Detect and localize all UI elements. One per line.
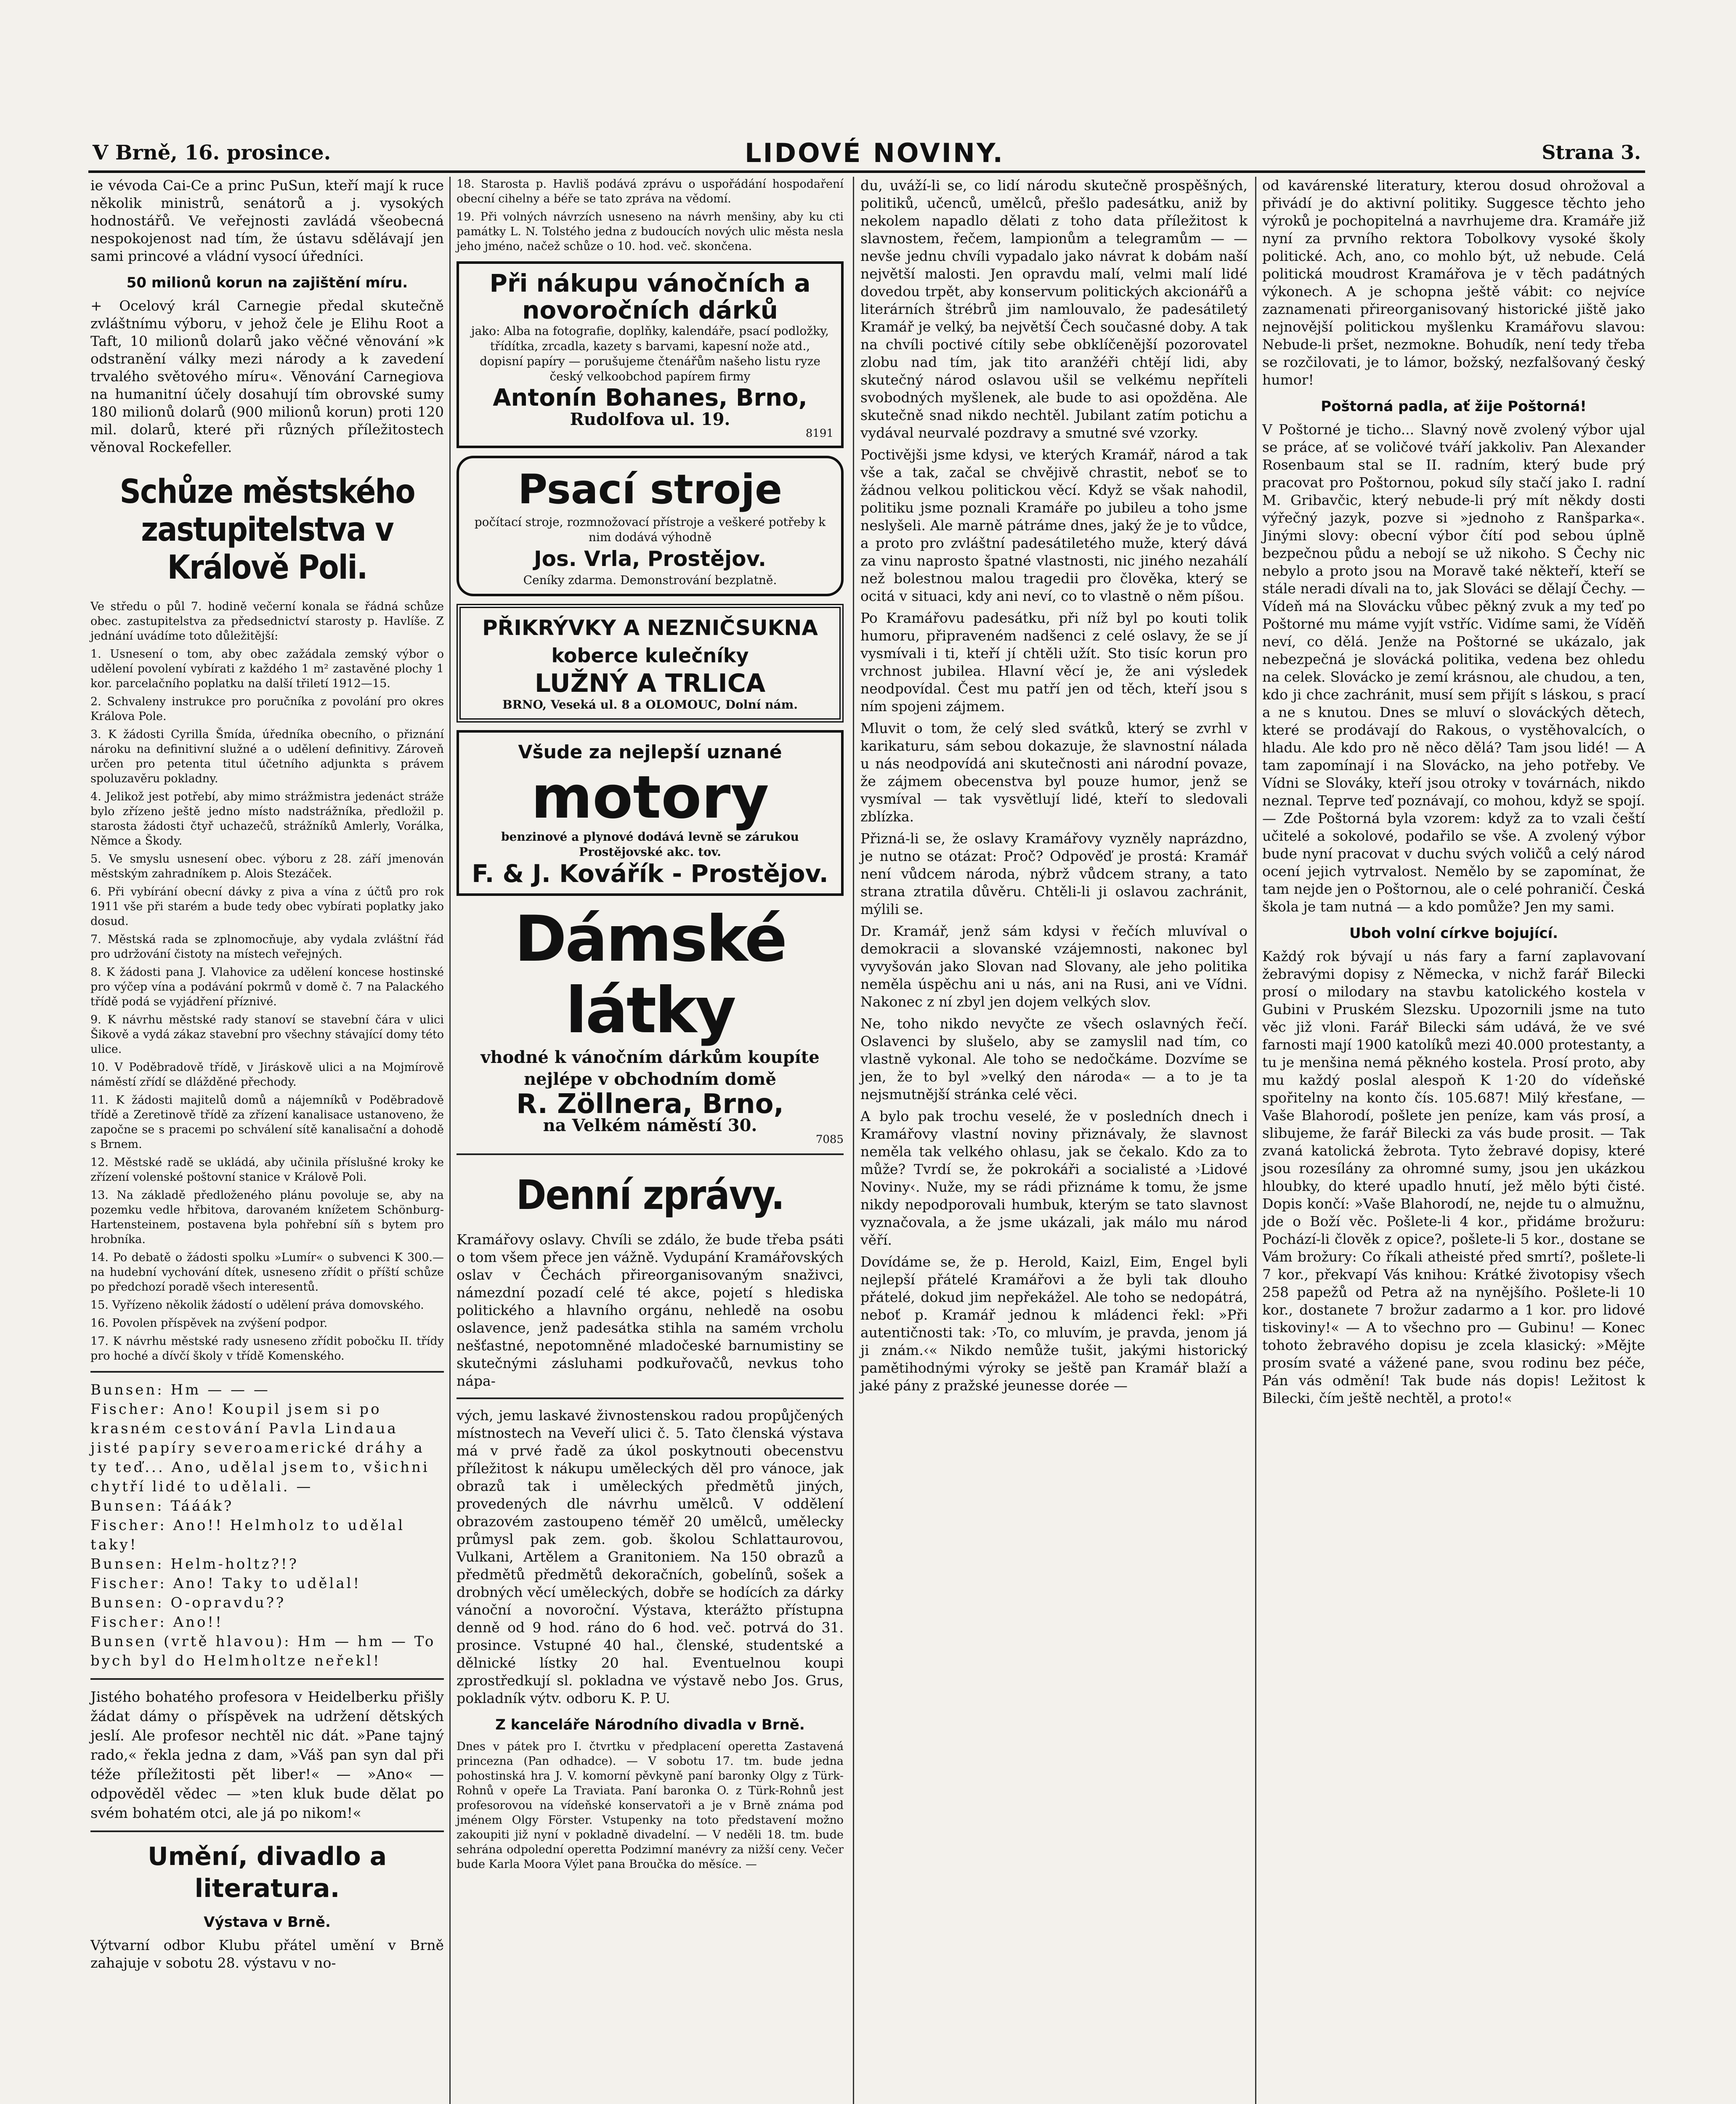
ad-body: benzinové a plynové dodává levně se zárukou Prostějovské akc. tov.	[501, 830, 799, 859]
masthead	[88, 138, 1645, 173]
column-3	[860, 177, 1248, 1399]
exhibition-text: vých, jemu laskavé živnostenskou radou propůjčených místnostech na Veveří ulici č. 5. Tato členská výstava má v prvé řadě za úkol poskytnouti obecenstvu příležitost k nákupu uměleckých děl pro vánoce, jak obrazů tak i uměleckých předmětů jiných, provedených dle návrhu umělců. V oddělení obrazovém zastoupeno téměř 20 umělců, umělecky průmysl pak zem. gob. školou Schlattaurovou, Vulkani, Artělem a Granitoniem. Na 150 obrazů a předmětů předmětů dekoračních, gobelínů, sošek a drobných věcí uměleckých, dobře se hodících za dárky vánoční a novoroční. Výstava, kterážto přístupna denně od 9 hod. ráno do 6 hod. več. potrvá do 31. prosince. Vstupné 40 hal., členské, studentské a dělnické lístky 20 hal. Eventuelnou koupi zprostředkují sl. pokladna ve výstavě nebo Jos. Grus, pokladník výtv. odboru K. P. U.	[457, 1407, 844, 1706]
news-kramar-text: Kramářovy oslavy. Chvíli se zdálo, že bude třeba psáti o tom všem přece jen vážně. Vydupání Kramářovských oslav v Čechách přireorganisovaným snaživci, námezdní pozadí celé té akce, pojetí s hlediska politického a hlavního orgánu, nehledě na osobu oslavence, jenž padesátka stihla na samém vrcholu nešťastné, nepotomněné mladočeské barnumistiny se skutečnými zásluhami podkuřovačů, nevkus toho nápa-	[457, 1231, 844, 1389]
ad-body: počítací stroje, rozmnožovací přístroje a veškeré potřeby k nim dodává výhodně	[474, 515, 826, 544]
kramar-paragraph: Dovídáme se, že p. Herold, Kaizl, Eim, Engel byli nejlepší přátelé Kramářovi a že byli tak dlouho přátelé, dokud jim nepřekážel. Ale toho se nedopátrá, neboť p. Kramář jednou k mládenci řekl: »Při autentičnosti tak: ›To, co mluvím, je pravda, jenom já ji znám.‹« Nikdo nemůže tušit, jakými historický pamětihodnými výroky se ještě pan Kramář blaží a jaké pány z pražské jeunesse dorée —	[860, 1254, 1248, 1394]
council-item: 9. K návrhu městské rady stanoví se stavební čára v ulici Šikově a vydá zákaz stavební pro všechny stávající domy této ulice.	[90, 1013, 444, 1056]
dialog-line: Bunsen: O-opravdu??	[90, 1594, 286, 1611]
ad-title: Při nákupu vánočních a novoročních dárků	[489, 269, 811, 324]
china-article-end: ie vévoda Cai-Ce a princ PuSun, kteří mají k ruce několik ministrů, senátorů a j. vysokých hodnostářů. Ve veřejnosti zavládá všeobecná nespokojenost nad tím, že ústavu sdělávají jen sami princové a vládní vysocí úředníci.	[90, 177, 444, 264]
ad-title: PŘIKRÝVKY A NEZNIČSUKNA	[482, 616, 818, 640]
newspaper-title: LIDOVÉ NOVINY.	[745, 138, 1005, 168]
divider	[90, 1678, 444, 1680]
ad-title: Všude za nejlepší uznané	[518, 741, 782, 763]
council-item: 1. Usnesení o tom, aby obec zažádala zemský výbor o udělení povolení vybírati z každého 1 m² zastavěné plochy 1 kor. parcelačního poplatku na další třiletí 1912—15.	[90, 648, 444, 690]
church-text: Každý rok bývají u nás fary a farní zaplavovaní žebravými dopisy z Německa, v nichž farář Bilecki prosí o milodary na stavbu katolického kostela v Gubini v Pruském Slezsku. Upozornili jsme na tuto věc již vloni. Farář Bilecki sám udává, že ve své farnosti mají 1900 katolíků mezi 40.000 protestanty, a tu je menšina nemá pěkného kostela. Prosí proto, aby mu každý poslal alespoň K 1·20 do vídeňské spořitelny na konto čís. 105.687! Milý křesťane, — Vaše Blahorodí, pošlete jen peníze, kam vás prosí, a slibujeme, že farář Bilecki za vás bude prosit. — Tak zvaná katolická žebrota. Tyto žebravé dopisy, které jsou rozesílány za ohromné sumy, jsou jen ukázkou hloubky, do které upadlo hnutí, jež mělo býti čisté. Dopis končí: »Vaše Blahorodí, ne, nejde tu o almužnu, jde o Boží věc. Pošlete-li 4 kor., přidáme brožuru: Pochází-li člověk z opice?, pošlete-li 5 kor., dostane se Vám brožury: Co říkali atheisté před smrtí?, pošlete-li 7 kor., překvapí Vás knihou: Krátké životopisy všech 258 papežů od Petra až na nynějšího. Pošlete-li 10 kor., dostanete 7 brožur zadarmo a 1 kor. pro lidové tiskoviny!« — A to všechno pro — Gubinu! — Konec tohoto žebravého dopisu je zcela klasický: »Mějte prosím svaté a vážené pane, svou rodinu bez péče, Pán vás odmění! Tak bude nás dopis! Ležitost k Bilecki, čím ještě nechtěl, a proto!«	[1262, 948, 1645, 1406]
kramar-paragraph: A bylo pak trochu veselé, že v posledních dnech i Kramářovy vlastní noviny přiznávaly, že slavnost neměla tak velkého ohlasu, jak se čekalo. Kdo za to může? Tvrdí se, že pokrokáři a socialisté a ›Lidové Noviny‹. Nuže, my se rádi přiznáme k tomu, že jsme nikdy nepodporovali humbuk, kterým se tato slavnost vyznačovala, a že jsme ukázali, jak málo mu národ věří.	[860, 1108, 1248, 1248]
ad-subtitle: koberce kulečníky	[551, 644, 749, 667]
dialog-line: Fischer: Ano! Koupil jsem si po krasném cestování Pavla Lindaua jisté papíry severoamerické dráhy a ty teď... Ano, udělal jsem to, všichni chytří lidé to udělali. —	[90, 1401, 430, 1495]
page-number: Strana 3.	[1542, 141, 1641, 164]
ad-address: na Velkém náměstí 30.	[543, 1116, 757, 1135]
ad-firm: LUŽNÝ A TRLICA	[534, 669, 766, 698]
anecdote-text: Jistého bohatého profesora v Heidelberku přišly žádat dámy o příspěvek na udržení dětských jeslí. Ale profesor nechtěl nic dát. »Pane tajný rado,« řekla jedna z dam, »Váš pan syn dal při téže příležitosti pět liber!« — »Ano« — odpověděl vědec — »ten kluk bude dělat po svém bohatém otci, ale já po nikom!«	[90, 1689, 444, 1822]
council-item: 18. Starosta p. Havliš podává zprávu o uspořádání hospodaření obecní cihelny a béře se tato zpráva na vědomí.	[457, 178, 844, 205]
ad-title: Psací stroje	[518, 466, 783, 513]
church-heading: Uboh volní církve bojující.	[1349, 925, 1558, 942]
divider	[90, 1371, 444, 1373]
council-item: 7. Městská rada se zplnomocňuje, aby vydala zvláštní řád pro udržování čistoty na místech veřejných.	[90, 933, 444, 961]
dialog-line: Bunsen: Helm-holtz?!?	[90, 1556, 299, 1573]
kramar-article-end: od kavárenské literatury, kterou dosud ohrožoval a přivádí je do aktivní politiky. Suggesce těchto jeho výroků je pochopitelná a navrhujeme dra. Kramáře již nyní za prvního rektora Tobolkovy vysoké školy politické. Ach, ano, co mohlo být, už nebude. Celá politická moudrost Kramářova je v těch padátných výkonech. A je schopna ještě vábit: co nejvíce zaznamenati přireorganisovaný historické jiště jako nejnovější politickou myšlenku Kramářovu slavou: Nebude-li pršet, nezmokne. Bohudík, není tedy třeba se rozčilovati, je to lámor, božský, nezfalšovaný český humor!	[1262, 177, 1645, 388]
postorna-heading: Poštorná padla, ať žije Poštorná!	[1321, 398, 1587, 415]
theatre-heading: Z kanceláře Národního divadla v Brně.	[495, 1716, 805, 1733]
dialog-line: Bunsen: Hm — — —	[90, 1381, 270, 1398]
issue-date: V Brně, 16. prosince.	[93, 141, 331, 165]
ad-address: BRNO, Veseká ul. 8 a OLOMOUC, Dolní nám.	[502, 698, 798, 712]
carnegie-text: + Ocelový král Carnegie předal skutečně zvláštnímu výboru, v jehož čele je Elihu Root a Taft, 10 milionů dolarů jako věčné věnování »k odstranění války mezi národy a k zavedení trvalého světového míru«. Věnování Carnegiova na humanitní účely dosahují tím obrovské sumy 180 milionů dolarů (900 milionů korun) proti 120 mil. dolarů, které při různých příležitostech věnoval Rockefeller.	[90, 298, 444, 455]
dialog-line: Bunsen: Tááák?	[90, 1498, 234, 1514]
column-rule	[853, 177, 854, 2104]
ad-bohanes	[457, 261, 844, 448]
arts-subheading: Výstava v Brně.	[204, 1914, 331, 1931]
column-4	[1262, 177, 1645, 1411]
council-heading: Schůze městského zastupitelstva v Králově Poli.	[119, 473, 415, 587]
council-intro: Ve středu o půl 7. hodině večerní konala se řádná schůze obec. zastupitelstva za předsednictví starosty p. Havlíše. Z jednání uvádíme toto důležitější:	[90, 600, 444, 643]
ad-firm: R. Zöllnera, Brno,	[516, 1089, 784, 1120]
arts-heading: Umění, divadlo a literatura.	[147, 1842, 387, 1903]
council-item: 17. K návrhu městské rady usneseno zřídit pobočku II. třídy pro hoché a dívčí školy v třídě Komenského.	[90, 1335, 444, 1363]
council-item: 10. V Poděbradově třídě, v Jiráskově ulici a na Mojmírově náměstí zřídí se dlážděné přechody.	[90, 1061, 444, 1089]
kramar-paragraph: Mluvit o tom, že celý sled svátků, který se zvrhl v karikaturu, sám sebou dokazuje, že slavnostní nálada u nás neodpovídá ani skutečnosti ani národní povaze, že zájmem obecenstva byl pouze humor, jenž se vysmíval — tak vysvětlují lidé, kteří to sledovali zblízka.	[860, 720, 1248, 825]
council-item: 19. Při volných návrzích usneseno na návrh menšiny, aby ku cti památky L. N. Tolstého jedna z budoucích nových ulic města nesla jeho jméno, načež schůze o 10. hod. več. skončena.	[457, 210, 844, 253]
kramar-paragraph: Přizná-li se, že oslavy Kramářovy vyzněly naprázdno, je nutno se otázat: Proč? Odpověď je prostá: Kramář není vůdcem národa, nýbrž vůdcem strany, a tato strana ztratila důvěru. Chtěli-li ji oslavou zachránit, mýlili se.	[860, 830, 1248, 917]
ad-address: Rudolfova ul. 19.	[570, 409, 730, 429]
ad-firm: Antonín Bohanes, Brno,	[493, 384, 807, 412]
council-item: 5. Ve smyslu usnesení obec. výboru z 28. září jmenován městským zahradníkem p. Alois Stezáček.	[90, 853, 444, 880]
council-item: 16. Povolen příspěvek na zvýšení podpor.	[90, 1317, 328, 1330]
ad-kovarik	[457, 730, 844, 896]
kramar-paragraph: du, uváží-li se, co lidí národu skutečně prospěšných, politiků, učenců, umělců, přešlo padesátku, aniž by nekolem napadlo dělati z toho data příležitost k slavnostem, řečem, lampionům a telegramům — — nevše jednu chvíli vypadalo jako návrat k dobám naší největší malosti. Jen opravdu malí, velmi malí lidé dovedou trpět, aby konservum politických akcionářů a literárních štrébrů jim namlouvalo, že padesátiletý Kramář je velký, ba největší Čech současné doby. A tak na chvíli poctivé cítily sebe obklíčenější pozorovatel zlobu nad tím, jak tito aranžéři chtějí lidi, aby skutečný národ oslavou ušil se velkému nepříteli svobodných myšlenek, ale bude to asi opožděna. Ale skutečně snad nikdo nechtěl. Jubilant zatím potichu a vydával neurvalé pozdravy a smutné své vzorky.	[860, 177, 1248, 441]
carnegie-heading: 50 milionů korun na zajištění míru.	[126, 274, 408, 291]
council-item: 11. K žádosti majitelů domů a nájemníků v Poděbradově třídě a Zeretinově třídě za zřízení kanalisace ustanoveno, že započne se s pracemi po schválení sítě kanalisační a dohodě s Brnem.	[90, 1094, 444, 1151]
dialog-line: Fischer: Ano!!	[90, 1614, 223, 1631]
kramar-paragraph: Ne, toho nikdo nevyčte ze všech oslavných řečí. Oslavenci by slušelo, aby se zamyslil nad tím, co vlastně vykonal. Ale toho se nedočkáme. Dozvíme se jen, že to byl »velký den národa« — a to je ta nejsmutnější stránka celé věci.	[860, 1015, 1248, 1102]
ad-firm: F. & J. Kovářík - Prostějov.	[472, 859, 828, 888]
divider	[457, 1153, 844, 1155]
ad-vrla	[457, 456, 844, 596]
council-item: 6. Při vybírání obecní dávky z piva a vína z účtů pro rok 1911 vše při starém a bude tedy obec vybírati poplatky jako dosud.	[90, 885, 444, 928]
ad-body: jako: Alba na fotografie, doplňky, kalendáře, psací podložky, třídítka, zrcadla, kazety s barvami, kapesní nože atd., dopisní papíry — porušujeme čtenářům našeho listu ryze český velkoobchod papírem firmy	[471, 324, 829, 383]
ad-headline: motory	[531, 763, 769, 832]
kramar-paragraph: Dr. Kramář, jenž sám kdysi v řečích mluvíval o demokracii a slovanské vzájemnosti, nakonec byl vyvyšován jako Slovan nad Slovany, ale jeho politika neměla úspěchu ani u nás, ani na Rusi, ani ve Vídni. Nakonec z ní zbyl jen dojem velkých slov.	[860, 923, 1248, 1010]
council-item: 8. K žádosti pana J. Vlahovice za udělení koncese hostinské pro výčep vína a podávání pokrmů v domě č. 7 na Palackého třídě podá se vyjádření příznivé.	[90, 966, 444, 1008]
council-item: 12. Městské radě se ukládá, aby učinila příslušné kroky ke zřízení volenské poštovní stanice v Králově Poli.	[90, 1156, 444, 1184]
ad-body: vhodné k vánočním dárkům koupíte nejlépe v obchodním domě	[480, 1047, 820, 1089]
divider	[90, 1830, 444, 1832]
humor-dialog	[90, 1380, 444, 1671]
theatre-text: Dnes v pátek pro I. čtvrtku v předplacení operetta Zastavená princezna (Pan odhadce). — V sobotu 17. tm. bude jedna pohostinská hra J. V. komorní pěvkyně paní baronky Olgy z Türk-Rohnů v opeře La Traviata. Paní baronka O. z Türk-Rohnů jest profesorovou na vídeňské konservatoři a je v Brně známa pod jménem Olgy Förster. Vstupenky na toto představení možno zakoupiti již nyní v pokladně divadelní. — V neděli 18. tm. bude sehrána odpolední operetta Podzimní manévry za nižší ceny. Večer bude Karla Moora Výlet pana Broučka do měsíce. —	[457, 1740, 844, 1871]
ad-code: 8191	[805, 427, 833, 440]
ad-headline: Dámské látky	[514, 903, 786, 1047]
council-item: 2. Schvaleny instrukce pro poručníka z povolání pro okres Králova Pole.	[90, 695, 444, 723]
dialog-line: Fischer: Ano!! Helmholz to udělal taky!	[90, 1517, 405, 1553]
council-item: 4. Jelikož jest potřebí, aby mimo strážmistra jedenáct stráže bylo zřízeno ještě jedno místo nadstrážníka, předložil p. starosta žádosti čtyř uchazečů, strážníků Amlerly, Vorálka, Němce a Škody.	[90, 790, 444, 847]
news-heading: Denní zprávy.	[516, 1172, 784, 1219]
column-1	[90, 177, 444, 1976]
kramar-paragraph: Po Kramářovu padesátku, při níž byl po kouti tolik humoru, připraveném nadšenci z celé oslavy, že se jí vysmívali i ti, kteří jí chtěli užít. Sto tisíc korun pro vrchnost jubilea. Hlavní věcí je, že ani výsledek neodpovídal. Čest mu patří jen od těch, kteří jsou s ním spojeni zájmem.	[860, 610, 1248, 715]
council-item: 15. Vyřízeno několik žádostí o udělení práva domovského.	[90, 1299, 424, 1312]
kramar-paragraph: Poctivějši jsme kdysi, ve kterých Kramář, národ a tak vše a tak, začal se chvějivě chrastit, neboť se to žádnou velkou politickou věcí. Když se však nahodil, politiku jsme poznali Kramáře po jubileu a toho jsme neslyšeli. Ale marně pátráme dnes, jaký že je to vůdce, a proto pro zvláštní padesátiletého muže, který dává za vinu naprosto špatné vlastnosti, nic jiného nezahálí než bolestnou malou tragedii pro člověka, který se ocitá v situaci, kdy ani neví, co to vlastně o něm píšou.	[860, 446, 1248, 604]
council-item: 13. Na základě předloženého plánu povoluje se, aby na pozemku vedle hřbitova, darovaném knížetem Schönburg-Hartensteinem, postavena byla pohřební síň s bytem pro hrobníka.	[90, 1189, 444, 1246]
column-rule	[449, 177, 451, 2104]
ad-luzny-trlica	[457, 604, 844, 723]
arts-text: Výtvarní odbor Klubu přátel umění v Brně zahajuje v sobotu 28. výstavu v no-	[90, 1937, 444, 1971]
column-rule	[1255, 177, 1256, 2104]
dialog-line: Fischer: Ano! Taky to udělal!	[90, 1575, 361, 1592]
council-item: 14. Po debatě o žádosti spolku »Lumír« o subvenci K 300.— na hudební vychování dítek, usneseno zřídit o příští schůze po předchozí poradě všech interesentů.	[90, 1251, 444, 1294]
column-2	[457, 177, 844, 1875]
ad-code: 7085	[815, 1133, 844, 1146]
dialog-line: Bunsen (vrtě hlavou): Hm — hm — To bych byl do Helmholtze neřekl!	[90, 1633, 436, 1669]
ad-zollner	[457, 903, 844, 1146]
postorna-text: V Poštorné je ticho... Slavný nově zvolený výbor ujal se práce, ať se voličové tváří jakkoliv. Pan Alexander Rosenbaum stal se II. radním, který bude prý pracovat pro Poštornou, pokud síly stačí jako I. radní M. Gribavčic, který nebude-li prý mít někdy dosti výřečný jazyk, pozve si »jednoho z Ranšparka«. Jinými slovy: obecní výbor čítí pod sebou úplně bezpečnou půdu a nebojí se už nikoho. S Čechy nic nebylo a proto jsou na Moravě také někteří, kteří se stále neradi dívali na to, jak Slováci se dělají Čechy. — Vídeň má na Slovácku vůbec pěkný zvuk a my teď po Poštorné mu máme vyjít vstříc. Vidíme sami, že Víděň neví, co dělá. Jenže na Poštorné se ukázalo, jak nebezpečná je slovácká politika, vedena bez ohledu na celek. Slovácko je zemí krásnou, ale chudou, a ten, kdo ji chce zachránit, musí sem přijít s láskou, s prací a ne s knutou. Dnes se mluví o slováckých dětech, které se prodávají do Rakous, o vystěhovalcích, o hladu. Ale kdo pro ně něco dělá? Tam jsou lidé! — A tam zapomínají i na Slovácko, na jeho potřeby. Ve Vídni se Slováky, kteří jsou otroky v továrnách, nikdo neznal. Teprve teď poznávají, co mohou, když se spojí. — Zde Poštorná byla vzorem: když za to vzali čeští učitelé a sokolové, podařilo se vše. A zvolený výbor bude nyní pracovat v duchu svých voličů a celý národ ocení jejich vytrvalost. Nemělo by se zapomínat, že tam nejde jen o Poštornou, ale o celé pohraničí. Česká škola je tam nutná — a kdo pomůže? Jen my sami.	[1262, 421, 1645, 915]
council-item: 3. K žádosti Cyrilla Šmída, úředníka obecního, o přiznání nároku na definitivní služné a o udělení definitivy. Zároveň určen pro petenta titul účetního adjunkta s právem spoluzavěru pokladny.	[90, 728, 444, 785]
divider	[457, 1397, 844, 1399]
ad-firm: Jos. Vrla, Prostějov.	[534, 547, 766, 571]
ad-footer: Ceníky zdarma. Demonstrování bezplatně.	[523, 573, 777, 587]
